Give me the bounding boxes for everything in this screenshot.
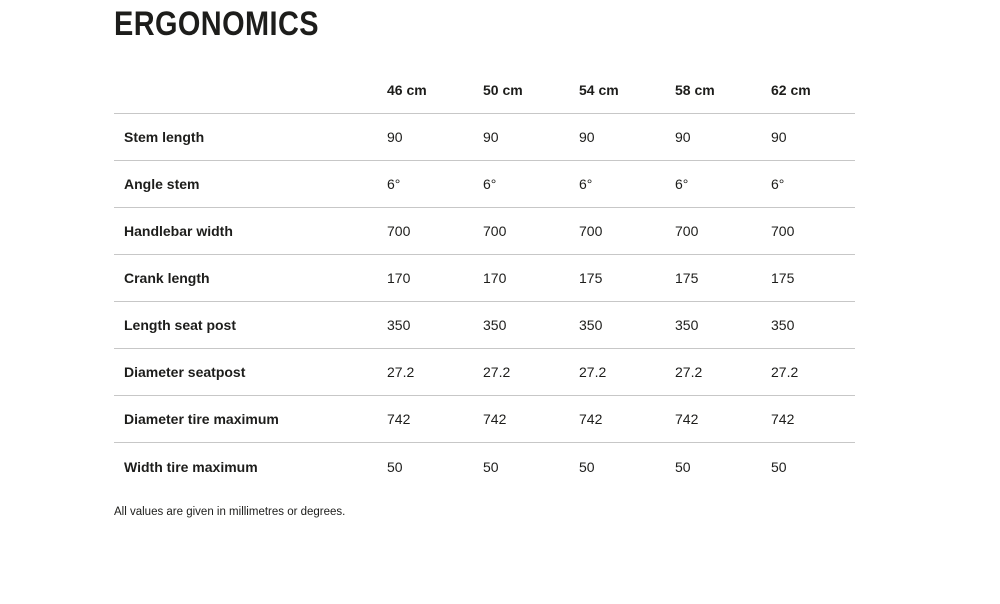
column-header: 58 cm (675, 82, 715, 98)
page-title: ERGONOMICS (114, 5, 319, 43)
value-cell: 6° (387, 176, 401, 192)
row-label: Crank length (124, 270, 210, 286)
value-cell: 742 (579, 411, 603, 427)
value-cell: 27.2 (675, 364, 703, 380)
value-cell: 350 (387, 317, 411, 333)
value-cell: 350 (579, 317, 603, 333)
column-header: 54 cm (579, 82, 619, 98)
value-cell: 175 (675, 270, 699, 286)
value-cell: 90 (579, 129, 595, 145)
value-cell: 50 (483, 458, 499, 475)
value-cell: 90 (771, 129, 787, 145)
table-row (114, 349, 855, 396)
row-label: Diameter seatpost (124, 364, 246, 380)
value-cell: 6° (579, 176, 593, 192)
value-cell: 175 (771, 270, 795, 286)
row-label: Handlebar width (124, 223, 233, 239)
value-cell: 50 (675, 458, 691, 475)
table-row (114, 161, 855, 208)
value-cell: 742 (387, 411, 411, 427)
table-row (114, 114, 855, 161)
column-header: 62 cm (771, 82, 811, 98)
value-cell: 175 (579, 270, 603, 286)
value-cell: 742 (771, 411, 795, 427)
value-cell: 350 (771, 317, 795, 333)
value-cell: 50 (771, 458, 787, 475)
column-header: 46 cm (387, 82, 427, 98)
value-cell: 700 (675, 223, 699, 239)
value-cell: 700 (771, 223, 795, 239)
value-cell: 27.2 (771, 364, 799, 380)
value-cell: 90 (387, 129, 403, 145)
row-label: Angle stem (124, 176, 200, 192)
header-spacer-cell (114, 98, 387, 113)
value-cell: 50 (579, 458, 595, 475)
value-cell: 27.2 (579, 364, 607, 380)
value-cell: 700 (387, 223, 411, 239)
table-footnote: All values are given in millimetres or degrees. (114, 506, 346, 518)
row-label: Diameter tire maximum (124, 411, 279, 427)
table-body (114, 114, 855, 490)
value-cell: 700 (483, 223, 507, 239)
row-label: Width tire maximum (124, 458, 258, 475)
table-row (114, 443, 855, 490)
value-cell: 170 (387, 270, 411, 286)
ergonomics-table (114, 70, 855, 490)
value-cell: 350 (483, 317, 507, 333)
column-header: 50 cm (483, 82, 523, 98)
value-cell: 90 (483, 129, 499, 145)
value-cell: 6° (675, 176, 689, 192)
table-header-row (114, 70, 855, 114)
table-row (114, 302, 855, 349)
value-cell: 27.2 (483, 364, 511, 380)
value-cell: 27.2 (387, 364, 415, 380)
value-cell: 90 (675, 129, 691, 145)
value-cell: 50 (387, 458, 403, 475)
row-label: Stem length (124, 129, 205, 145)
table-row (114, 208, 855, 255)
value-cell: 700 (579, 223, 603, 239)
value-cell: 170 (483, 270, 507, 286)
value-cell: 6° (771, 176, 785, 192)
table-row (114, 396, 855, 443)
value-cell: 350 (675, 317, 699, 333)
value-cell: 742 (483, 411, 507, 427)
value-cell: 6° (483, 176, 497, 192)
row-label: Length seat post (124, 317, 237, 333)
value-cell: 742 (675, 411, 699, 427)
table-row (114, 255, 855, 302)
